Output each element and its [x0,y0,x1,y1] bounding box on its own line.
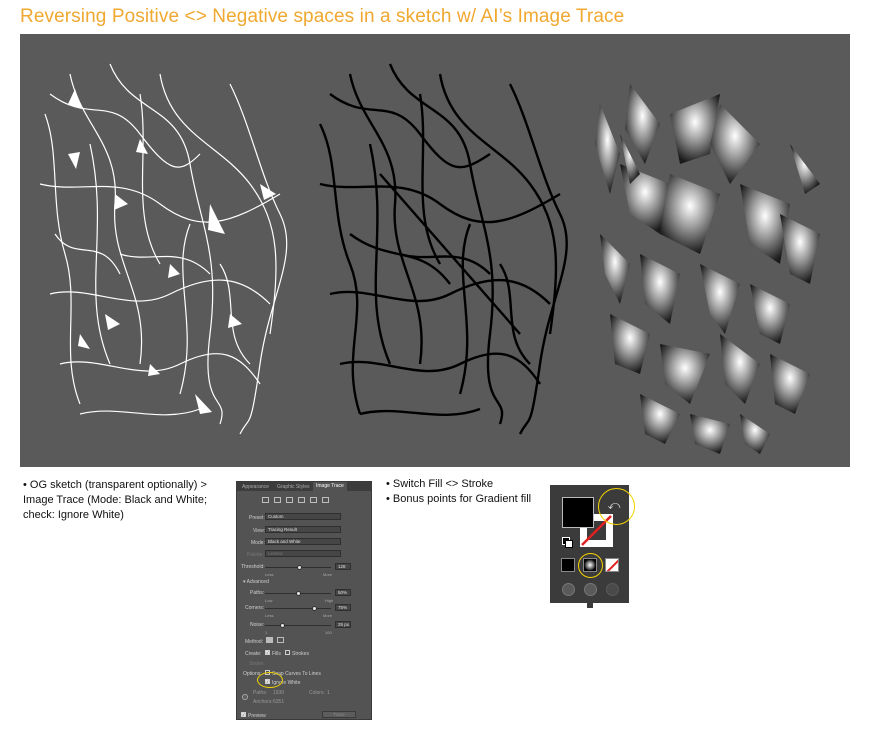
note-image-trace: • OG sketch (transparent optionally) > Image Trace (Mode: Black and White; check: Ignore White) [23,479,208,521]
sketch-illustrations [20,34,850,467]
draw-inside-icon[interactable] [606,583,619,596]
threshold-more: More [323,572,333,577]
paths-count-label: Paths: [253,690,268,696]
page-title: Reversing Positive <> Negative spaces in a sketch w/ AI’s Image Trace [20,6,625,27]
threshold-label: Threshold: [241,564,265,570]
preset-label: Preset: [249,515,265,521]
ignore-white-checkbox[interactable]: ✓ [266,679,270,684]
noise-slider-knob[interactable] [280,623,285,628]
view-select[interactable]: Tracing Result [265,526,341,533]
snap-curves-label: Snap Curves To Lines [272,671,321,677]
palette-label: Palette: [247,552,264,558]
default-fill-stroke-icon[interactable] [562,537,572,546]
high-color-icon[interactable] [274,497,281,503]
fills-label: Fills [272,651,281,657]
noise-max: 100 [325,630,332,635]
traced-sketch [320,64,567,434]
low-color-icon[interactable] [286,497,293,503]
highlight-ring [257,672,283,688]
gradient-highlight-ring [578,553,603,578]
noise-min: 1 [265,630,268,635]
color-mode-button[interactable] [561,558,575,572]
fill-swatch[interactable] [562,497,594,528]
method-label: Method: [245,639,264,645]
corners-label: Corners: [245,605,265,611]
strokes-checkbox[interactable] [285,650,290,655]
noise-label: Noise: [250,622,265,628]
anchors-count-label: Anchors: [253,699,273,705]
original-sketch [40,64,287,434]
corners-less: Less [265,613,274,618]
gradient-filled-sketch [595,84,820,454]
paths-label: Paths: [250,590,265,596]
view-label: View: [253,528,266,534]
strokes-label: Strokes [292,651,309,657]
threshold-input[interactable]: 128 [335,563,351,570]
paths-input[interactable]: 50% [335,589,351,596]
corners-more: More [323,613,333,618]
draw-normal-icon[interactable] [562,583,575,596]
black-white-icon[interactable] [310,497,317,503]
noise-input[interactable]: 25 px [335,621,351,628]
options-label: Options: [243,671,262,677]
mode-select[interactable]: Black and White [265,538,341,545]
tab-graphic-styles[interactable]: Graphic Styles [277,484,310,490]
method-abutting-icon[interactable] [266,637,273,643]
preset-select[interactable]: Custom [265,513,341,520]
threshold-less: Less [265,572,274,577]
corners-input[interactable]: 75% [335,604,351,611]
advanced-label: Advanced [246,579,269,585]
paths-low: Low [265,598,273,603]
create-label: Create: [245,651,262,657]
tab-appearance[interactable]: Appearance [242,484,269,490]
grayscale-icon[interactable] [298,497,305,503]
outline-icon[interactable] [322,497,329,503]
colors-count: 1 [327,690,330,696]
artboard-canvas [20,34,850,467]
swap-highlight-ring [598,488,635,525]
stroke-label: Stroke: [249,661,265,667]
paths-slider-knob[interactable] [296,591,301,596]
noise-slider[interactable] [265,625,331,626]
tab-image-trace[interactable]: Image Trace [313,482,347,491]
none-mode-button[interactable] [605,558,619,572]
panel-tabs [237,482,371,491]
palette-select: Limited [265,550,341,557]
auto-color-icon[interactable] [262,497,269,503]
fill-stroke-tools [550,485,629,608]
corners-slider-knob[interactable] [312,606,317,611]
colors-count-label: Colors: [309,690,325,696]
paths-high: High [325,598,334,603]
preview-label: Preview [248,713,266,719]
info-icon: i [242,694,248,700]
image-trace-panel [236,481,372,720]
note-fill-stroke: • Switch Fill <> Stroke • Bonus points for Gradient fill [386,478,532,505]
fills-checkbox[interactable]: ✓ [266,650,270,655]
paths-count: 1930 [273,690,285,696]
threshold-slider-knob[interactable] [297,565,302,570]
swap-fill-stroke-icon[interactable]: ⤺ [607,498,621,512]
method-overlapping-icon[interactable] [277,637,284,643]
advanced-toggle[interactable]: ▾ Advanced [243,579,269,585]
tools-bottom-edge [550,603,629,608]
none-icon [606,559,619,572]
trace-button[interactable]: Trace [322,711,356,718]
corners-slider[interactable] [265,608,331,609]
preview-checkbox[interactable]: ✓ [242,712,246,717]
draw-behind-icon[interactable] [584,583,597,596]
mode-label: Mode: [251,540,265,546]
ignore-white-label: Ignore White [272,680,301,686]
anchors-count: 6351 [273,699,285,705]
